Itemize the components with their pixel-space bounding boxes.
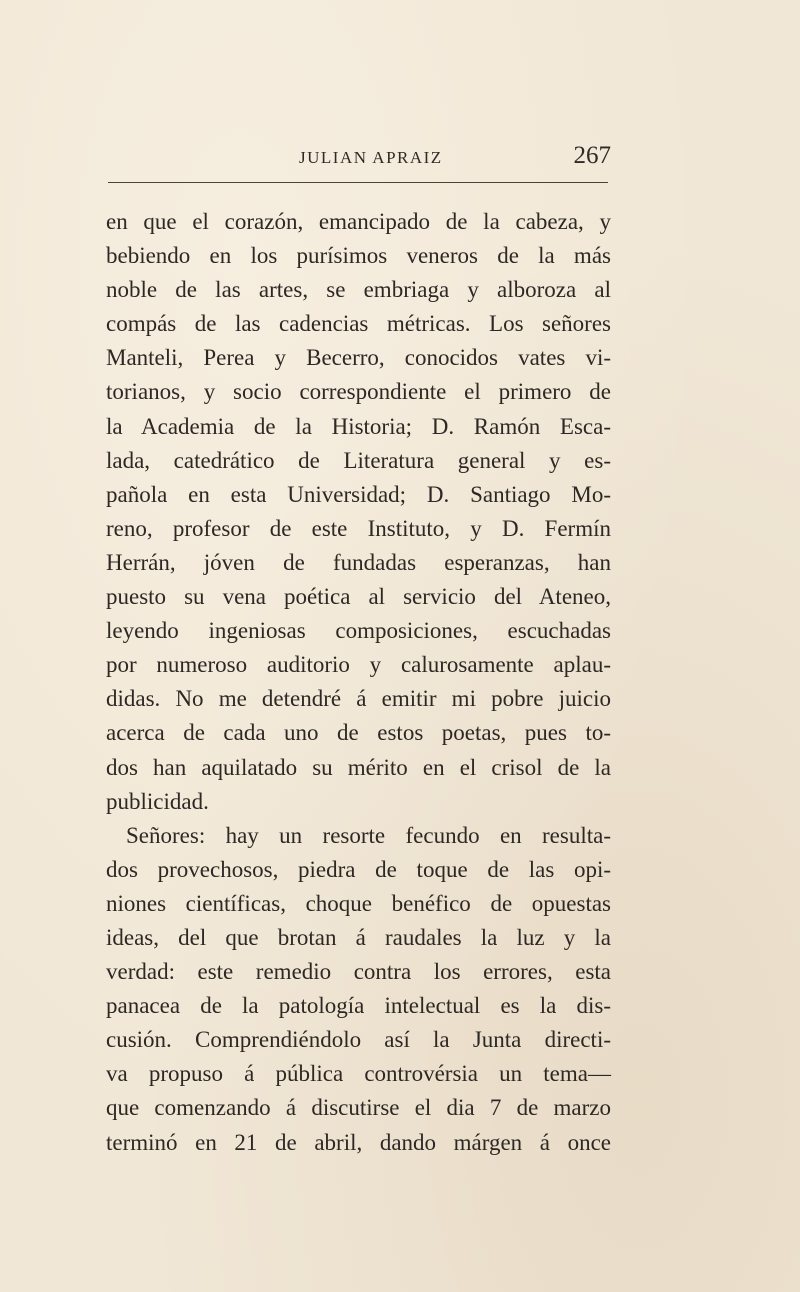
text-line: leyendo ingeniosas composiciones, escuchadas xyxy=(106,618,611,644)
text-line: reno, profesor de este Instituto, y D. Fermín xyxy=(106,515,611,541)
text-line: la Academia de la Historia; D. Ramón Esca- xyxy=(106,413,611,439)
text-line: acerca de cada uno de estos poetas, pues to- xyxy=(106,720,611,746)
text-line: que comenzando á discutirse el dia 7 de marzo xyxy=(106,1095,611,1121)
text-line: Señores: hay un resorte fecundo en resulta- xyxy=(126,822,611,848)
text-line: compás de las cadencias métricas. Los señores xyxy=(106,311,611,337)
text-line: va propuso á pública controvérsia un tema— xyxy=(106,1061,611,1087)
text-line: cusión. Comprendiéndolo así la Junta directi- xyxy=(106,1027,611,1053)
text-line: verdad: este remedio contra los errores, esta xyxy=(106,959,611,985)
page-header xyxy=(106,140,611,180)
text-line: pañola en esta Universidad; D. Santiago Mo- xyxy=(106,481,611,507)
text-line: en que el corazón, emancipado de la cabeza, y xyxy=(106,209,611,234)
text-line: ideas, del que brotan á raudales la luz y la xyxy=(106,924,611,950)
text-line: didas. No me detendré á emitir mi pobre juicio xyxy=(106,686,611,712)
body-text xyxy=(106,205,611,1160)
text-line: puesto su vena poética al servicio del Ateneo, xyxy=(106,584,611,610)
text-line: bebiendo en los purísimos veneros de la más xyxy=(106,243,611,269)
text-line: por numeroso auditorio y calurosamente aplau- xyxy=(106,652,611,678)
text-line: publicidad. xyxy=(106,788,209,814)
header-rule xyxy=(108,182,608,183)
text-line: noble de las artes, se embriaga y alboroza al xyxy=(106,277,611,303)
text-line: Manteli, Perea y Becerro, conocidos vates vi- xyxy=(106,345,611,371)
text-line: panacea de la patología intelectual es la dis- xyxy=(106,993,611,1019)
text-line: Herrán, jóven de fundadas esperanzas, han xyxy=(106,549,611,575)
text-line: niones científicas, choque benéfico de opuestas xyxy=(106,890,611,916)
text-line: torianos, y socio correspondiente el primero de xyxy=(106,379,611,405)
text-line: lada, catedrático de Literatura general y es- xyxy=(106,447,611,473)
running-head: JULIAN APRAIZ xyxy=(299,148,443,167)
text-line: dos provechosos, piedra de toque de las opi- xyxy=(106,856,611,882)
text-line: terminó en 21 de abril, dando márgen á once xyxy=(106,1129,611,1155)
page-number: 267 xyxy=(573,142,611,169)
text-line: dos han aquilatado su mérito en el crisol de la xyxy=(106,754,611,780)
